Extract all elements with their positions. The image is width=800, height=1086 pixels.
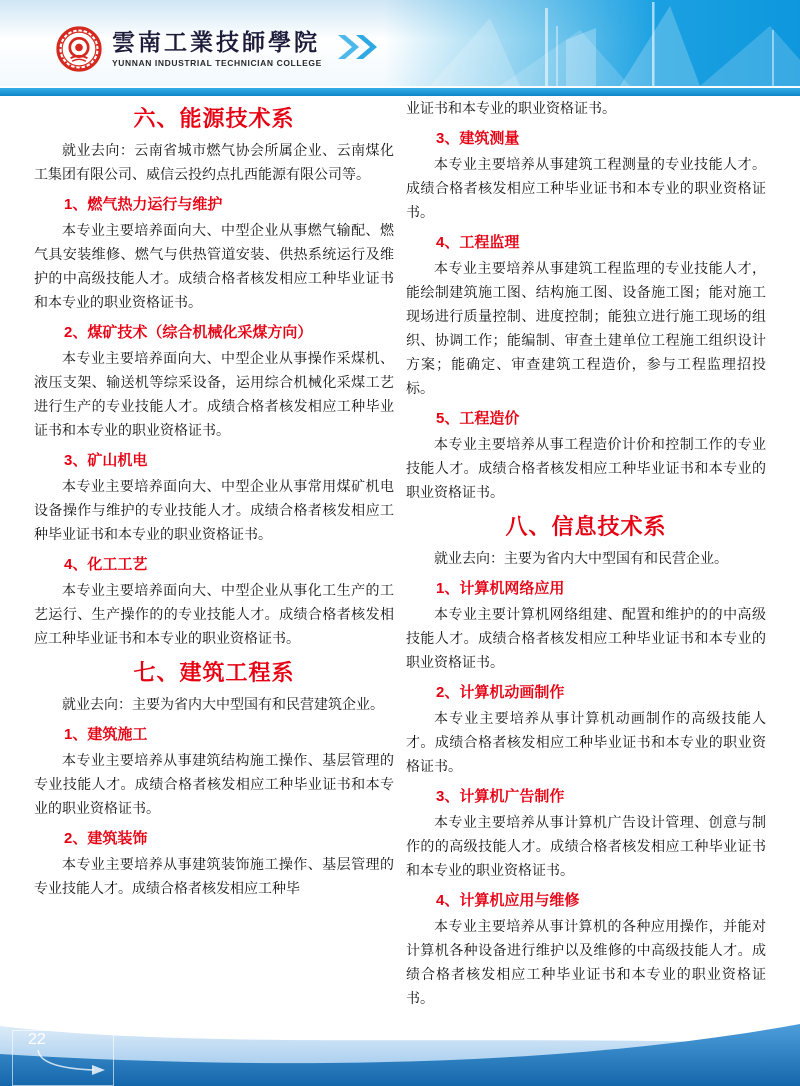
major-body: 本专业主要培养从事计算机广告设计管理、创意与制作的的高级技能人才。成绩合格者核发相应工种毕业证书和本专业的职业资格证书。 [406,814,766,878]
major-title: 3、建筑测量 [436,130,520,147]
major-title: 4、工程监理 [436,234,520,251]
continuation-text: 业证书和本专业的职业资格证书。 [406,100,616,116]
page-arrow-icon [32,1048,116,1080]
major-title: 2、煤矿技术（综合机械化采煤方向） [64,324,313,341]
section-intro-construction: 就业去向：主要为省内大中型国有和民营建筑企业。 [62,696,384,712]
major-body: 本专业主要培养面向大、中型企业从事操作采煤机、液压支架、输送机等综采设备，运用综合机械化采煤工艺进行生产的专业技能人才。成绩合格者核发相应工种毕业证书和本专业的职业资格证书。 [34,350,394,438]
major-title: 1、燃气热力运行与维护 [64,196,223,213]
major-body: 本专业主要培养从事建筑工程监理的专业技能人才，能绘制建筑施工图、结构施工图、设备施工图；能对施工现场进行质量控制、进度控制；能独立进行施工现场的组织、协调工作；能编制、审查土建单位工程施工组织设计方案；能确定、审查建筑工程造价，参与工程监理招投标。 [406,260,766,396]
major-title: 3、计算机广告制作 [436,788,565,805]
page-content [34,96,766,1010]
major-body: 本专业主要计算机网络组建、配置和维护的的中高级技能人才。成绩合格者核发相应工种毕业证书和本专业的职业资格证书。 [406,606,766,670]
section-title-energy: 六、能源技术系 [133,106,295,131]
major-title: 5、工程造价 [436,410,520,427]
major-body: 本专业主要培养从事计算机动画制作的高级技能人才。成绩合格者核发相应工种毕业证书和本专业的职业资格证书。 [406,710,766,774]
college-name-zh: 雲南工業技師學院 [112,29,320,56]
major-body: 本专业主要培养从事建筑结构施工操作、基层管理的专业技能人才。成绩合格者核发相应工种毕业证书和本专业的职业资格证书。 [34,752,394,816]
major-title: 1、计算机网络应用 [436,580,565,597]
major-body: 本专业主要培养从事工程造价计价和控制工作的专业技能人才。成绩合格者核发相应工种毕业证书和本专业的职业资格证书。 [406,436,766,500]
major-body: 本专业主要培养从事建筑工程测量的专业技能人才。成绩合格者核发相应工种毕业证书和本专业的职业资格证书。 [406,156,766,220]
section-title-construction: 七、建筑工程系 [133,660,295,685]
major-title: 3、矿山机电 [64,452,148,469]
header-abstract-shapes [370,0,800,86]
section-title-it: 八、信息技术系 [505,514,667,539]
left-column [34,96,394,1010]
page-footer [0,1008,800,1086]
header-divider [0,86,800,96]
college-emblem-icon [56,26,102,72]
section-intro-it: 就业去向：主要为省内大中型国有和民营企业。 [434,550,728,566]
major-body: 本专业主要培养从事计算机的各种应用操作，并能对计算机各种设备进行维护以及维修的中高级技能人才。成绩合格者核发相应工种毕业证书和本专业的职业资格证书。 [406,918,766,1006]
major-title: 4、计算机应用与维修 [436,892,580,909]
right-column [406,96,766,1010]
major-title: 4、化工工艺 [64,556,148,573]
major-title: 2、建筑装饰 [64,830,148,847]
chevrons-icon [336,33,380,61]
major-body: 本专业主要培养面向大、中型企业从事燃气输配、燃气具安装维修、燃气与供热管道安装、供热系统运行及维护的中高级技能人才。成绩合格者核发相应工种毕业证书和本专业的职业资格证书。 [34,222,394,310]
major-title: 1、建筑施工 [64,726,148,743]
footer-wave-graphic [0,1008,800,1086]
major-body: 本专业主要培养面向大、中型企业从事化工生产的工艺运行、生产操作的的专业技能人才。成绩合格者核发相应工种毕业证书和本专业的职业资格证书。 [34,582,394,646]
major-body: 本专业主要培养从事建筑装饰施工操作、基层管理的专业技能人才。成绩合格者核发相应工种毕 [34,856,394,896]
page-number: 22 [28,1031,46,1048]
college-logo [56,26,380,72]
major-body: 本专业主要培养面向大、中型企业从事常用煤矿机电设备操作与维护的专业技能人才。成绩合格者核发相应工种毕业证书和本专业的职业资格证书。 [34,478,394,542]
major-title: 2、计算机动画制作 [436,684,565,701]
section-intro-energy: 就业去向：云南省城市燃气协会所属企业、云南煤化工集团有限公司、威信云投约点扎西能源有限公司等。 [34,142,394,182]
page-header [0,0,800,86]
college-name-en: YUNNAN INDUSTRIAL TECHNICIAN COLLEGE [112,58,322,68]
